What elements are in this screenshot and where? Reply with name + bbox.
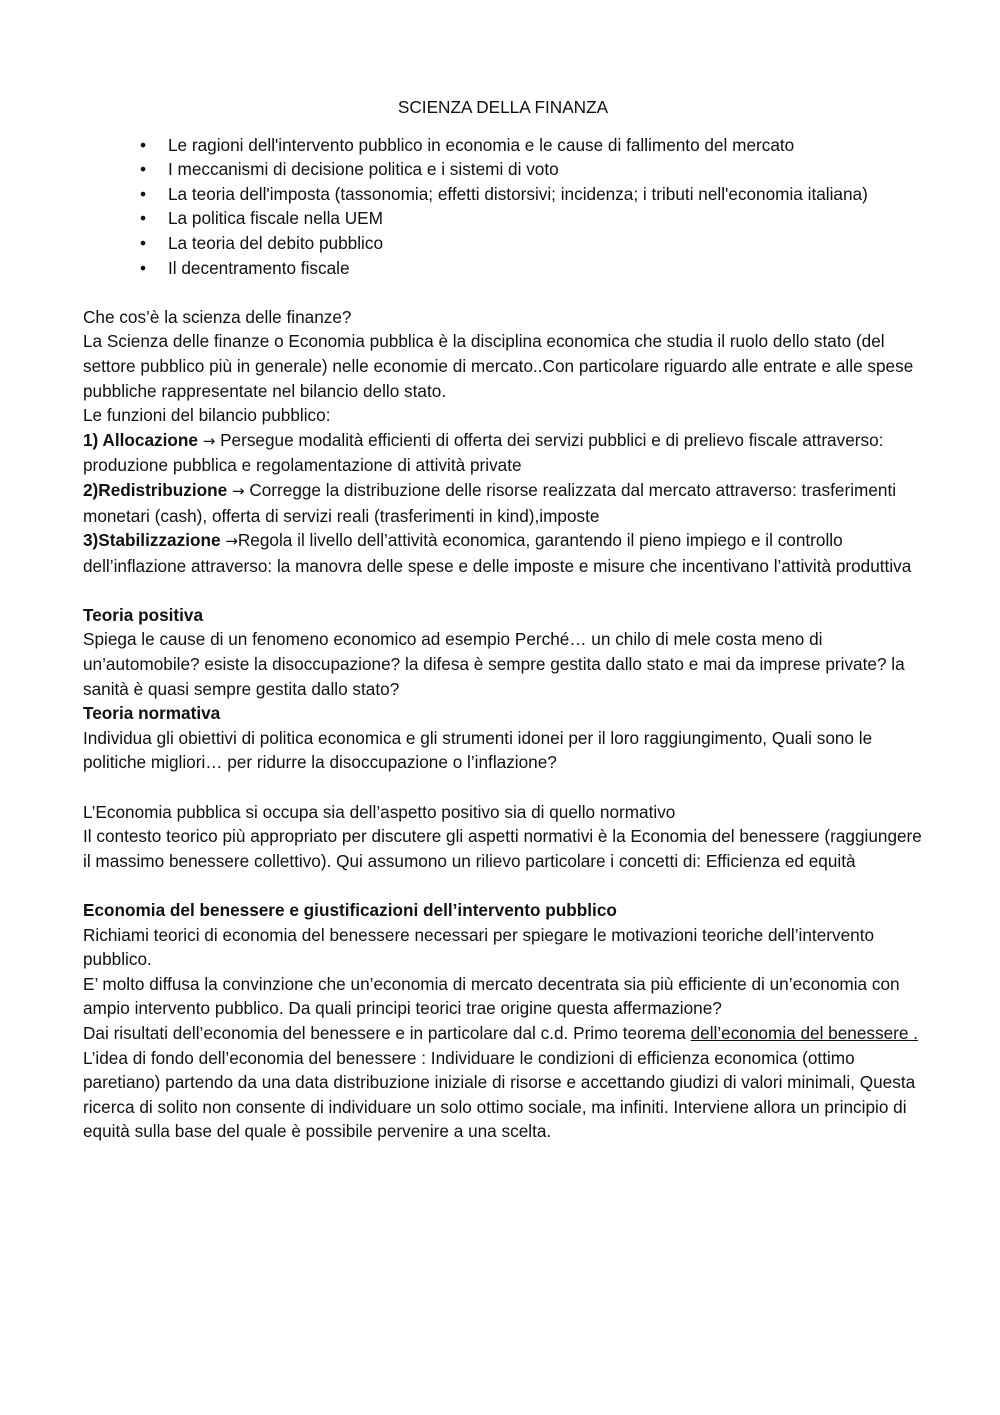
welfare-paragraph-2: E’ molto diffusa la convinzione che un’economia di mercato decentrata sia più efficiente di un’economia con ampio intervento pubblico. Da quali principi teorici trae origine questa affermazione?: [83, 973, 900, 1019]
heading-text: Economia del benessere e giustificazioni dell’intervento pubblico: [83, 900, 617, 920]
welfare-heading: [83, 898, 923, 923]
function-label: 1) Allocazione: [83, 429, 198, 450]
spacer: [83, 578, 923, 603]
function-stabilizzazione: [83, 528, 923, 578]
list-item: • Il decentramento fiscale: [168, 256, 923, 281]
function-label: 3)Stabilizzazione: [83, 530, 221, 551]
list-item: • La teoria del debito pubblico: [168, 231, 923, 256]
welfare-paragraph-3: [83, 1021, 923, 1144]
topics-list: [83, 133, 923, 281]
arrow-right-icon: →: [231, 481, 245, 500]
normative-theory-heading: [83, 701, 923, 726]
arrow-right-icon: →: [202, 431, 216, 450]
function-allocazione: [83, 428, 923, 478]
positive-theory-heading: [83, 603, 923, 628]
spacer: [83, 873, 923, 898]
function-label: 2)Redistribuzione: [83, 479, 228, 500]
normative-theory-text: Individua gli obiettivi di politica economica e gli strumenti idonei per il loro raggiungimento, Quali sono le politiche migliori… per ridurre la disoccupazione o l’inflazione?: [83, 727, 873, 773]
public-economics-line2: Il contesto teorico più appropriato per discutere gli aspetti normativi è la Economia del benessere (raggiungere il massimo benessere collettivo). Qui assumono un rilievo particolare i concetti di: Efficienza ed equità: [83, 826, 922, 871]
document-page: [83, 95, 923, 1144]
list-item: • La teoria dell'imposta (tassonomia; effetti distorsivi; incidenza; i tributi nell'economia italiana): [168, 182, 923, 207]
paragraph-text: L’idea di fondo dell’economia del benessere : Individuare le condizioni di efficienza economica (ottimo paretiano) partendo da una data distribuzione iniziale di risorse e accettando giudizi di valori minimali, Questa ricerca di solito non consente di individuare un solo ottimo sociale, ma infiniti. Interviene allora un principio di equità sulla base del quale è possibile pervenire a una scelta.: [83, 1047, 916, 1142]
intro-definition: La Scienza delle finanze o Economia pubblica è la disciplina economica che studia il ruolo dello stato (del settore pubblico più in generale) nelle economie di mercato..Con particolare riguardo alle entrate e alle spese pubbliche rappresentate nel bilancio dello stato.: [83, 331, 914, 401]
functions-heading: Le funzioni del bilancio pubblico:: [83, 405, 331, 426]
function-text: Regola il livello dell’attività economica, garantendo il pieno impiego e il controllo dell’inflazione attraverso: la manovra delle spese e delle imposte e misure che incentivano l’attività produttiva: [83, 530, 912, 576]
function-text: Corregge la distribuzione delle risorse realizzata dal mercato attraverso: trasferimenti monetari (cash), offerta di servizi reali (trasferimenti in kind),imposte: [83, 479, 897, 526]
list-item: • I meccanismi di decisione politica e i sistemi di voto: [168, 157, 923, 182]
public-economics-line1: L’Economia pubblica si occupa sia dell’aspetto positivo sia di quello normativo: [83, 801, 676, 822]
underlined-text: dell’economia del benessere .: [690, 1022, 918, 1043]
list-item: • La politica fiscale nella UEM: [168, 206, 923, 231]
function-redistribuzione: [83, 478, 923, 528]
intro-question: Che cos’è la scienza delle finanze?: [83, 306, 352, 327]
spacer: [83, 775, 923, 800]
document-title: SCIENZA DELLA FINANZA: [397, 97, 609, 117]
spacer: [83, 280, 923, 305]
function-text: Persegue modalità efficienti di offerta dei servizi pubblici e di prelievo fiscale attraverso: produzione pubblica e regolamentazione di attività private: [83, 429, 884, 476]
welfare-paragraph-1: Richiami teorici di economia del benessere necessari per spiegare le motivazioni teoriche dell’intervento pubblico.: [83, 924, 875, 970]
arrow-right-icon: →: [225, 532, 238, 551]
positive-theory-text: Spiega le cause di un fenomeno economico ad esempio Perché… un chilo di mele costa meno di un’automobile? esiste la disoccupazione? la difesa è sempre gestita dallo stato e mai da imprese private? la sanità è quasi sempre gestita dallo stato?: [83, 629, 905, 699]
heading-text: Teoria normativa: [83, 703, 221, 724]
list-item: • Le ragioni dell'intervento pubblico in economia e le cause di fallimento del mercato: [168, 133, 923, 158]
heading-text: Teoria positiva: [83, 604, 204, 625]
paragraph-text: Dai risultati dell’economia del benessere e in particolare dal c.d. Primo teorema: [83, 1022, 691, 1043]
